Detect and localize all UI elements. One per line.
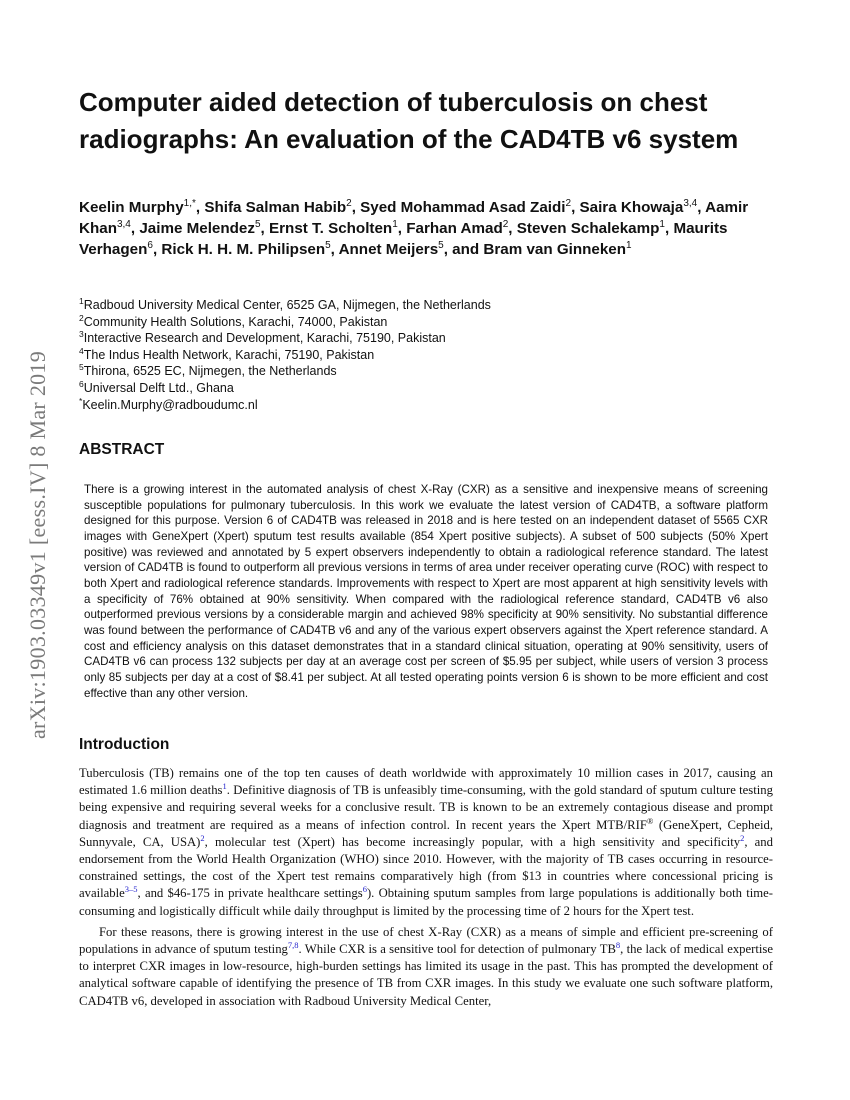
affiliation-mark: 6 [79,378,84,389]
author-name: Ernst T. Scholten [269,220,393,237]
affiliation-item [79,330,779,347]
author-separator: , [351,199,361,216]
author-affiliation-mark: 6 [147,240,153,251]
author-separator: , [260,220,269,237]
author-separator: , [397,220,407,237]
author-affiliation-mark: 2 [565,198,572,209]
introduction-body [79,765,773,1010]
author-name: Annet Meijers [338,241,439,258]
author-name: Shifa Salman Habib [204,199,347,216]
arxiv-identifier-stamp [20,295,56,795]
body-text-run: . While CXR is a sensitive tool for detection of pulmonary TB [298,942,616,957]
abstract-body: There is a growing interest in the automated analysis of chest X-Ray (CXR) as a sensitive and inexpensive means of screening susceptible populations for pulmonary tuberculosis. In this work we evaluate the latest version of CAD4TB, a software platform designed for this purpose. Version 6 of CAD4TB was released in 2018 and is here tested on an independent dataset of 5565 CXR images with GeneXpert (Xpert) sputum test results available (854 Xpert positive subjects). A subset of 500 subjects (50% Xpert positive) was reviewed and annotated by 5 expert observers independently to obtain a radiological reference standard. The latest version of CAD4TB is found to outperform all previous versions in terms of area under receiver operating curve (ROC) with respect to both Xpert and radiological reference standards. Improvements with respect to Xpert are most apparent at high sensitivity levels with a specificity of 76% obtained at 90% sensitivity. When compared with the radiological reference standard, CAD4TB v6 also outperformed previous versions by a considerable margin and achieved 98% specificity at 90% sensitivity. No substantial difference was found between the performance of CAD4TB v6 and any of the various expert observers against the Xpert reference standard. A cost and efficiency analysis on this dataset demonstrates that in a standard clinical situation, operating at 90% sensitivity, users of CAD4TB v6 can process 132 subjects per day at an average cost per screen of $5.95 per subject, while users of version 3 process only 85 subjects per day at a cost of $8.41 per subject. At all tested operating points version 6 is shown to be more efficient and cost effective than any other version. [84,483,768,700]
affiliation-mark: 5 [79,362,84,373]
author-affiliation-mark: 3,4 [683,198,698,209]
author-name: Maurits Verhagen [79,220,728,258]
author-affiliation-mark: 2 [346,198,352,209]
affiliation-item [79,314,779,331]
body-text-run: , and endorsement from the World Health Organization (WHO) since 2010. However, with the majority of TB cases occurring in resource-constrained settings, the cost of the Xpert test remains comparatively high (from $13 in countries where concessional pricing is available [79,834,773,901]
introduction-heading: Introduction [79,736,170,753]
affiliation-text: Radboud University Medical Center, 6525 GA, Nijmegen, the Netherlands [83,298,491,312]
paper-title: Computer aided detection of tuberculosis on chest radiographs: An evaluation of the CAD4TB v6 system [79,87,739,154]
citation-reference: 2 [740,832,745,843]
author-name: Keelin Murphy [79,199,184,216]
author-name: Aamir Khan [79,199,749,237]
affiliation-text: Keelin.Murphy@radboudumc.nl [82,397,258,412]
body-text-run: , and $46-175 in private healthcare settings [137,886,363,901]
affiliation-mark: 1 [79,296,84,306]
affiliation-item [79,297,779,314]
affiliation-mark: 4 [79,345,84,356]
body-text-run: Tuberculosis (TB) remains one of the top ten causes of death worldwide with approximately 10 million cases in 2017, causing an estimated 1.6 million deaths [79,766,773,798]
author-separator: , [130,220,140,237]
author-list [79,197,779,260]
citation-reference: 8 [615,940,621,951]
affiliation-item [79,363,779,380]
author-separator: , [697,199,706,216]
author-affiliation-mark: 3,4 [116,219,131,230]
affiliation-item [79,380,779,397]
affiliation-list [79,297,779,413]
affiliation-mark: * [79,395,83,406]
author-name: Rick H. H. M. Philipsen [161,241,326,258]
citation-reference: 2 [200,832,205,843]
body-text-run: (GeneXpert, Cepheid, Sunnyvale, CA, USA) [79,817,773,849]
author-name: Bram van Ginneken [483,241,627,258]
body-text-run: ). Obtaining sputum samples from large populations is additionally both time-consuming and logistically difficult while daily throughput is limited by the processing time of 2 hours for the Xpert test. [79,886,773,918]
affiliation-item [79,347,779,364]
arxiv-identifier-text: arXiv:1903.03349v1 [eess.IV] 8 Mar 2019 [25,350,51,740]
author-separator: , [330,241,339,258]
author-affiliation-mark: 1 [659,219,665,230]
affiliation-mark: 2 [79,312,84,323]
introduction-paragraph-1 [79,765,773,920]
affiliation-text: Interactive Research and Development, Karachi, 75190, Pakistan [83,331,446,346]
body-text-run: For these reasons, there is growing interest in the use of chest X-Ray (CXR) as a means of simple and efficient pre-screening of populations in advance of sputum testing [79,924,773,957]
author-separator: , [195,199,205,216]
citation-reference: 6 [362,884,367,895]
author-name: Saira Khowaja [579,199,684,216]
body-text-run: . Definitive diagnosis of TB is unfeasibly time-consuming, with the gold standard of sputum culture testing being expensive and requiring several weeks for a conclusive result. TB is known to be an extremely contagious disease and prompt diagnosis and treatment are required as a means of infection control. In recent years the Xpert MTB/RIF [79,783,773,832]
author-affiliation-mark: 5 [254,219,261,230]
author-separator: , and [443,241,484,258]
body-text-run: , molecular test (Xpert) has become increasingly popular, with a high sensitivity and specificity [204,834,741,849]
author-separator: , [571,199,580,216]
affiliation-text: Universal Delft Ltd., Ghana [83,380,234,395]
citation-reference: 1 [222,781,227,792]
author-name: Syed Mohammad Asad Zaidi [360,199,566,216]
author-name: Farhan Amad [406,220,503,237]
author-affiliation-mark: 1 [392,219,398,230]
affiliation-mark: 3 [79,329,84,340]
author-affiliation-mark: 1,* [183,198,196,209]
author-name: Jaime Melendez [139,220,255,237]
citation-reference: 3–5 [124,884,138,895]
affiliation-item [79,397,779,414]
citation-reference: 7,8 [287,940,299,951]
author-separator: , [508,220,517,237]
abstract-heading: ABSTRACT [79,441,165,458]
author-affiliation-mark: 1 [626,240,632,251]
author-affiliation-mark: 2 [502,219,509,230]
introduction-paragraph-2 [79,924,773,1010]
author-affiliation-mark: 5 [438,240,444,251]
affiliation-text: The Indus Health Network, Karachi, 75190, Pakistan [83,347,375,362]
author-separator: , [152,241,162,258]
registered-mark: ® [646,815,654,826]
author-affiliation-mark: 5 [325,240,331,251]
body-text-run: , the lack of medical expertise to interpret CXR images in low-resource, high-burden settings has limited its usage in the past. This has prompted the development of analytical software capable of identifying the presence of TB from CXR images. In this study we evaluate one such software platform, CAD4TB v6, developed in association with Radboud University Medical Center, [79,942,773,1008]
author-name: Steven Schalekamp [516,220,660,237]
author-separator: , [664,220,674,237]
affiliation-text: Thirona, 6525 EC, Nijmegen, the Netherlands [83,364,337,379]
affiliation-text: Community Health Solutions, Karachi, 74000, Pakistan [83,314,388,329]
